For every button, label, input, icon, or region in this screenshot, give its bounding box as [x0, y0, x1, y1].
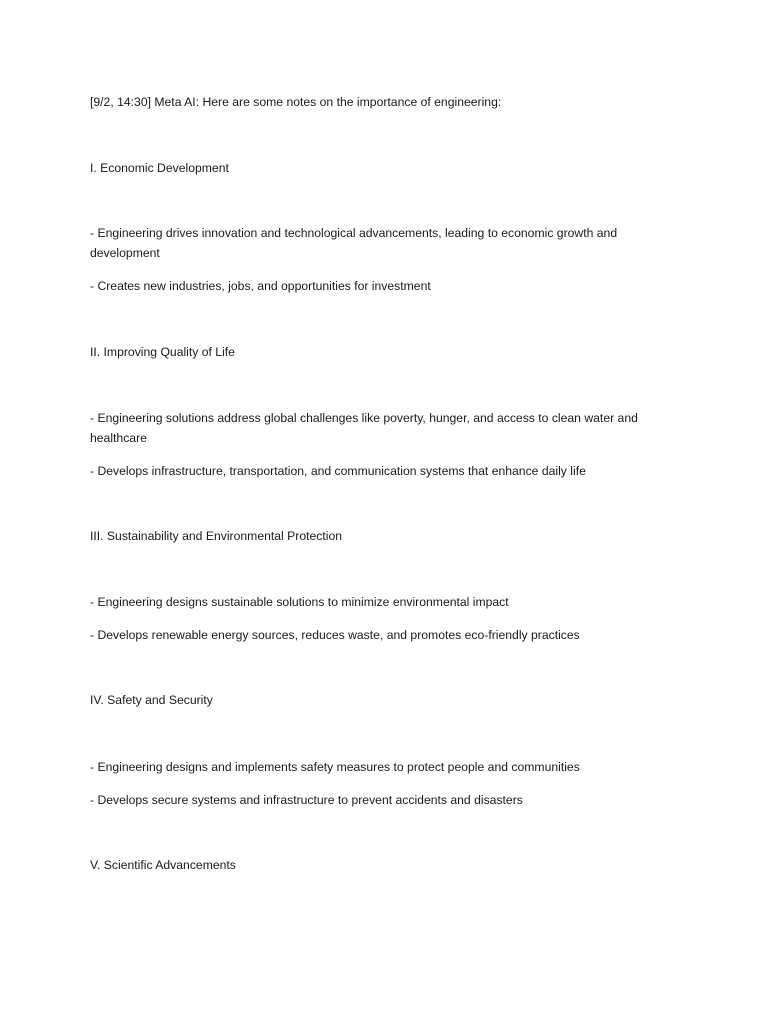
- bullet-item: - Develops secure systems and infrastructure to prevent accidents and disasters: [90, 793, 523, 807]
- bullet-item: - Engineering designs and implements safety measures to protect people and communities: [90, 760, 580, 774]
- section-heading-safety-security: IV. Safety and Security: [90, 693, 213, 707]
- bullet-item: - Engineering drives innovation and technological advancements, leading to economic growth and development: [90, 226, 618, 260]
- intro-text: [9/2, 14:30] Meta AI: Here are some notes on the importance of engineering:: [90, 95, 502, 109]
- bullet-item: - Creates new industries, jobs, and opportunities for investment: [90, 279, 431, 293]
- section-heading-scientific-advancements: V. Scientific Advancements: [90, 858, 236, 872]
- bullet-item: - Develops infrastructure, transportation, and communication systems that enhance daily life: [90, 464, 586, 478]
- section-heading-economic-development: I. Economic Development: [90, 161, 229, 175]
- bullet-item: - Engineering solutions address global challenges like poverty, hunger, and access to clean water and healthcare: [90, 411, 638, 445]
- section-heading-sustainability: III. Sustainability and Environmental Protection: [90, 529, 343, 543]
- bullet-item: - Engineering designs sustainable solutions to minimize environmental impact: [90, 595, 509, 609]
- bullet-item: - Develops renewable energy sources, reduces waste, and promotes eco-friendly practices: [90, 628, 580, 642]
- section-heading-quality-of-life: II. Improving Quality of Life: [90, 345, 235, 359]
